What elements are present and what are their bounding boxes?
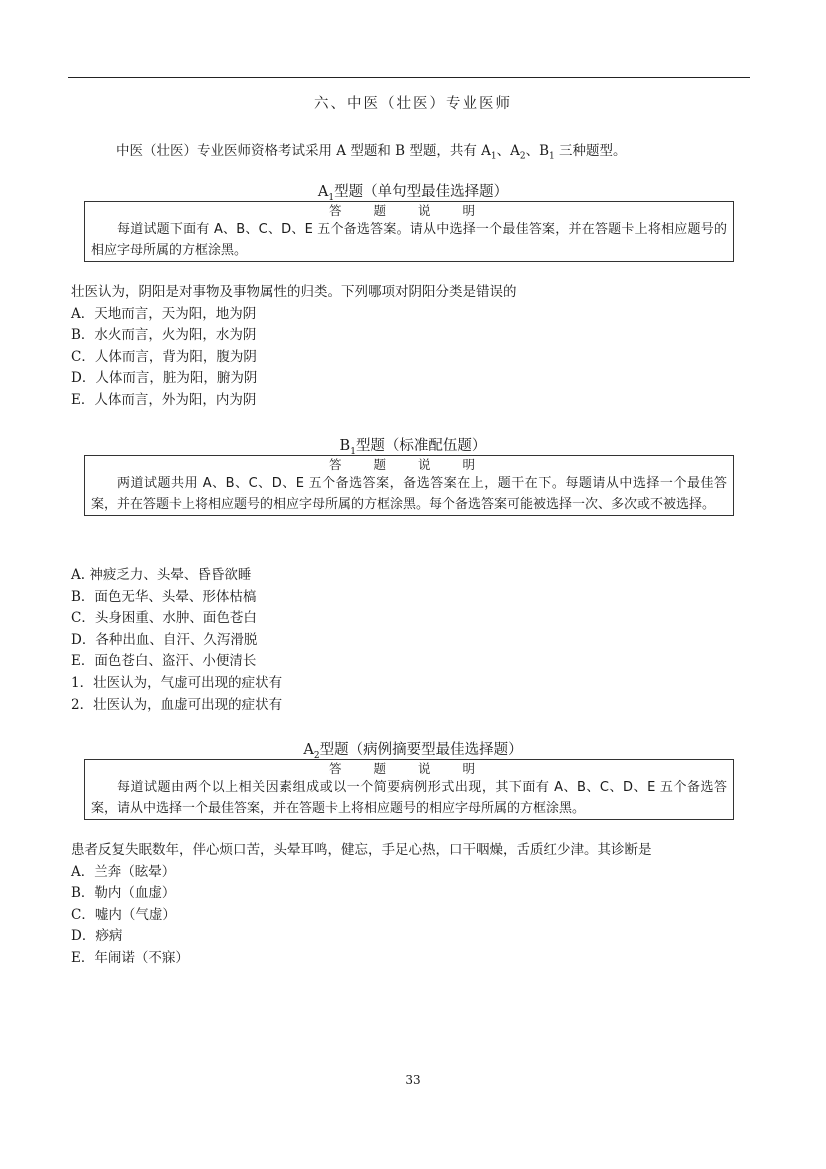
b1-question-block [71,565,282,716]
a1-option-c: C．人体而言，背为阳，腹为阴 [71,348,257,365]
a2-option-c: C．嘘内（气虚） [71,906,176,923]
b1-title-sub: 1 [350,446,356,457]
b1-option-d: D．各种出血、自汗、久泻滑脱 [71,631,258,648]
a2-option-b: B．勒内（血虚） [71,885,176,902]
b1-option-c: C．头身困重、水肿、面色苍白 [71,610,257,627]
a1-box-header: 答 题 说 明 [329,203,489,218]
header-rule [68,77,750,78]
a1-option-e: E．人体而言，外为阳，内为阴 [71,391,257,408]
a1-question: 壮医认为，阴阳是对事物及事物属性的归类。下列哪项对阴阳分类是错误的 [71,284,517,300]
a2-box-text: 每道试题由两个以上相关因素组成或以一个简要病例形式出现，其下面有 A、B、C、D、E 五个备选答案，请从中选择一个最佳答案，并在答题卡上将相应题号的相应字母所属的方框涂黑。 [91,780,727,816]
a1-box-text: 每道试题下面有 A、B、C、D、E 五个备选答案。请从中选择一个最佳答案，并在答题卡上将相应题号的相应字母所属的方框涂黑。 [91,222,727,258]
section-title: 六、中医（壮医）专业医师 [314,96,512,112]
b1-title [0,434,826,457]
a2-option-e: E．年闹诺（不寐） [71,949,189,966]
intro-paragraph [116,139,627,162]
intro-sub-3: 1 [549,151,555,162]
intro-text-before: 中医（壮医）专业医师资格考试采用 A 型题和 B 型题，共有 A [116,143,491,159]
a1-option-d: D．人体而言，脏为阳，腑为阴 [71,370,258,387]
intro-sub-2: 2 [519,151,526,162]
a2-question: 患者反复失眠数年，伴心烦口苦，头晕耳鸣，健忘，手足心热，口干咽燥，舌质红少津。其诊断是 [71,842,652,858]
b1-question-2: 2．壮医认为，血虚可出现的症状有 [71,696,283,713]
a2-title [0,738,826,761]
a1-title-rest: 型题（单句型最佳选择题） [334,184,509,200]
b1-box-text: 两道试题共用 A、B、C、D、E 五个备选答案，备选答案在上，题干在下。每题请从中选择一个最佳答案，并在答题卡上将相应题号的相应字母所属的方框涂黑。每个备选答案可能被选择一次、多次或不被选择。 [91,476,727,512]
a1-question-block [71,282,517,412]
intro-text-after: 三种题型。 [554,143,627,159]
a2-title-letter: A [303,742,314,758]
b1-title-letter: B [339,438,351,454]
a2-title-rest: 型题（病例摘要型最佳选择题） [319,742,523,758]
a1-option-a: A．天地而言，天为阳，地为阴 [71,305,257,322]
a1-title-letter: A [317,184,329,200]
a1-option-b: B．水火而言，火为阳，水为阴 [71,327,257,344]
b1-title-rest: 型题（标准配伍题） [355,438,487,454]
a1-title [0,180,826,203]
b1-option-b: B．面色无华、头晕、形体枯槁 [71,588,257,605]
intro-sub-1: 1 [490,151,497,162]
b1-instruction-box [84,455,734,516]
b1-option-e: E．面色苍白、盗汗、小便清长 [71,653,257,670]
a2-option-d: D．痧病 [71,928,123,945]
b1-question-1: 1．壮医认为，气虚可出现的症状有 [71,674,283,691]
a2-title-sub: 2 [313,750,320,761]
a2-box-header: 答 题 说 明 [329,761,489,776]
a2-instruction-box [84,759,734,820]
intro-sep-1: 、A [496,143,520,159]
a2-option-a: A．兰奔（眩晕） [71,863,176,880]
b1-box-header: 答 题 说 明 [329,457,489,472]
a1-instruction-box [84,201,734,262]
a1-title-sub: 1 [328,192,335,203]
intro-sep-2: 、B [525,143,550,159]
b1-option-a: A. 神疲乏力、头晕、昏昏欲睡 [71,567,252,583]
a2-question-block [71,840,652,970]
page-number: 33 [405,1073,421,1087]
